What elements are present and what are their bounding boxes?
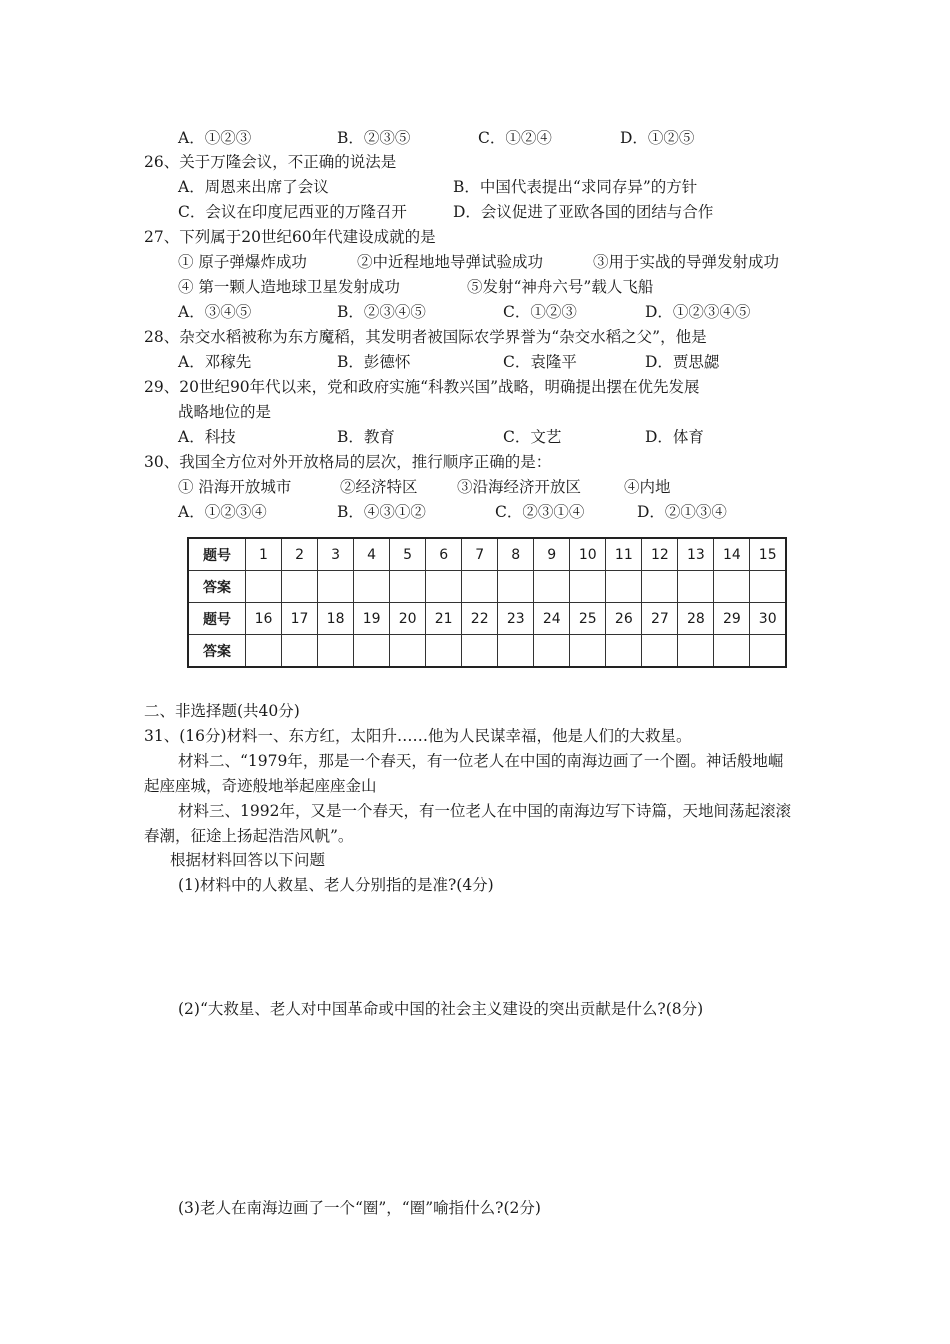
q31-material-1: 31、(16分)材料一、东方红，太阳升……他为人民谋幸福，他是人们的大救星。 (144, 727, 692, 745)
q27-item-5: ⑤发射“神舟六号”载人飞船 (467, 278, 654, 296)
q31-instruction: 根据材料回答以下问题 (170, 851, 326, 869)
q28-option-b: B．彭德怀 (337, 353, 411, 371)
answer-cell[interactable] (282, 571, 318, 603)
q31-sub-question-2: (2)“大救星、老人对中国革命或中国的社会主义建设的突出贡献是什么?(8分) (178, 1000, 704, 1018)
question-number-cell: 28 (678, 603, 714, 635)
q25-option-c: C．①②④ (478, 129, 552, 147)
q27-option-c: C．①②③ (503, 303, 577, 321)
question-number-cell: 24 (534, 603, 570, 635)
question-number-cell: 8 (498, 538, 534, 571)
q30-option-c: C．②③①④ (495, 503, 585, 521)
answer-cell[interactable] (534, 571, 570, 603)
q27-item-3: ③用于实战的导弹发射成功 (593, 253, 780, 271)
answer-cell[interactable] (642, 635, 678, 668)
q31-material-2-line1: 材料二、“1979年，那是一个春天，有一位老人在中国的南海边画了一个圈。神话般地崛 (178, 752, 784, 770)
q30-option-b: B．④③①② (337, 503, 426, 521)
q27-item-2: ②中近程地地导弹试验成功 (357, 253, 544, 271)
q30-option-a: A．①②③④ (178, 503, 267, 521)
answer-cell[interactable] (570, 571, 606, 603)
q28-option-c: C．袁隆平 (503, 353, 577, 371)
answer-cell[interactable] (318, 571, 354, 603)
question-number-cell: 20 (390, 603, 426, 635)
q29-option-a: A．科技 (178, 428, 236, 446)
answer-cell[interactable] (714, 635, 750, 668)
q27-option-a: A．③④⑤ (178, 303, 252, 321)
answer-cell[interactable] (498, 635, 534, 668)
q29-option-b: B．教育 (337, 428, 395, 446)
question-number-cell: 7 (462, 538, 498, 571)
answer-cell[interactable] (462, 571, 498, 603)
answer-cell[interactable] (426, 635, 462, 668)
q26-option-d: D．会议促进了亚欧各国的团结与合作 (453, 203, 714, 221)
answer-cell[interactable] (462, 635, 498, 668)
table-row (188, 571, 786, 603)
table-header-answer: 答案 (188, 635, 246, 668)
answer-cell[interactable] (750, 635, 786, 668)
question-number-cell: 6 (426, 538, 462, 571)
question-number-cell: 16 (246, 603, 282, 635)
q31-sub-question-3: (3)老人在南海边画了一个“圈”，“圈”喻指什么?(2分) (178, 1199, 541, 1217)
answer-cell[interactable] (426, 571, 462, 603)
q29-stem-line2: 战略地位的是 (178, 403, 272, 421)
question-number-cell: 3 (318, 538, 354, 571)
question-number-cell: 29 (714, 603, 750, 635)
question-number-cell: 18 (318, 603, 354, 635)
q27-option-b: B．②③④⑤ (337, 303, 426, 321)
question-number-cell: 17 (282, 603, 318, 635)
q30-item-1: ① 沿海开放城市 (178, 478, 292, 496)
question-number-cell: 25 (570, 603, 606, 635)
q26-stem: 26、关于万隆会议，不正确的说法是 (144, 153, 397, 171)
section2-heading: 二、非选择题(共40分) (144, 702, 300, 720)
q26-option-c: C．会议在印度尼西亚的万隆召开 (178, 203, 407, 221)
answer-cell[interactable] (498, 571, 534, 603)
q27-option-d: D．①②③④⑤ (645, 303, 751, 321)
question-number-cell: 13 (678, 538, 714, 571)
q29-option-c: C．文艺 (503, 428, 562, 446)
question-number-cell: 11 (606, 538, 642, 571)
table-header-answer: 答案 (188, 571, 246, 603)
question-number-cell: 14 (714, 538, 750, 571)
answer-cell[interactable] (390, 635, 426, 668)
answer-cell[interactable] (318, 635, 354, 668)
question-number-cell: 5 (390, 538, 426, 571)
answer-cell[interactable] (246, 635, 282, 668)
answer-cell[interactable] (642, 571, 678, 603)
table-row (188, 635, 786, 668)
question-number-cell: 19 (354, 603, 390, 635)
table-row (188, 538, 786, 571)
answer-cell[interactable] (606, 635, 642, 668)
question-number-cell: 27 (642, 603, 678, 635)
q31-material-2-line2: 起座座城，奇迹般地举起座座金山 (144, 777, 377, 795)
q31-material-3-line1: 材料三、1992年，又是一个春天，有一位老人在中国的南海边写下诗篇，天地间荡起滚滚 (178, 802, 791, 820)
q28-stem: 28、杂交水稻被称为东方魔稻，其发明者被国际农学界誉为“杂交水稻之父”，他是 (144, 328, 707, 346)
table-header-number: 题号 (188, 603, 246, 635)
q27-item-4: ④ 第一颗人造地球卫星发射成功 (178, 278, 400, 296)
q26-option-a: A．周恩来出席了会议 (178, 178, 329, 196)
table-header-number: 题号 (188, 538, 246, 571)
answer-cell[interactable] (246, 571, 282, 603)
answer-cell[interactable] (354, 571, 390, 603)
answer-cell[interactable] (606, 571, 642, 603)
answer-cell[interactable] (678, 635, 714, 668)
q29-stem-line1: 29、20世纪90年代以来，党和政府实施“科教兴国”战略，明确提出摆在优先发展 (144, 378, 700, 396)
q31-material-3-line2: 春潮，征途上扬起浩浩风帆”。 (144, 827, 354, 845)
question-number-cell: 2 (282, 538, 318, 571)
question-number-cell: 30 (750, 603, 786, 635)
answer-cell[interactable] (390, 571, 426, 603)
q27-stem: 27、下列属于20世纪60年代建设成就的是 (144, 228, 436, 246)
question-number-cell: 9 (534, 538, 570, 571)
q26-option-b: B．中国代表提出“求同存异”的方针 (453, 178, 698, 196)
answer-cell[interactable] (570, 635, 606, 668)
answer-cell[interactable] (282, 635, 318, 668)
question-number-cell: 26 (606, 603, 642, 635)
answer-cell[interactable] (678, 571, 714, 603)
question-number-cell: 22 (462, 603, 498, 635)
q25-option-a: A．①②③ (178, 129, 252, 147)
answer-cell[interactable] (714, 571, 750, 603)
q25-option-d: D．①②⑤ (620, 129, 695, 147)
question-number-cell: 15 (750, 538, 786, 571)
q30-item-3: ③沿海经济开放区 (457, 478, 582, 496)
q28-option-a: A．邓稼先 (178, 353, 252, 371)
q29-option-d: D．体育 (645, 428, 704, 446)
q30-item-2: ②经济特区 (340, 478, 418, 496)
q30-option-d: D．②①③④ (637, 503, 727, 521)
q30-item-4: ④内地 (624, 478, 671, 496)
answer-cell[interactable] (534, 635, 570, 668)
question-number-cell: 1 (246, 538, 282, 571)
q31-sub-question-1: (1)材料中的人救星、老人分别指的是准?(4分) (178, 876, 494, 894)
q25-option-b: B．②③⑤ (337, 129, 411, 147)
answer-table (187, 537, 787, 668)
q30-stem: 30、我国全方位对外开放格局的层次，推行顺序正确的是： (144, 453, 552, 471)
table-row (188, 603, 786, 635)
question-number-cell: 23 (498, 603, 534, 635)
q28-option-d: D．贾思勰 (645, 353, 720, 371)
question-number-cell: 10 (570, 538, 606, 571)
q27-item-1: ① 原子弹爆炸成功 (178, 253, 307, 271)
answer-cell[interactable] (354, 635, 390, 668)
question-number-cell: 12 (642, 538, 678, 571)
question-number-cell: 21 (426, 603, 462, 635)
answer-cell[interactable] (750, 571, 786, 603)
question-number-cell: 4 (354, 538, 390, 571)
